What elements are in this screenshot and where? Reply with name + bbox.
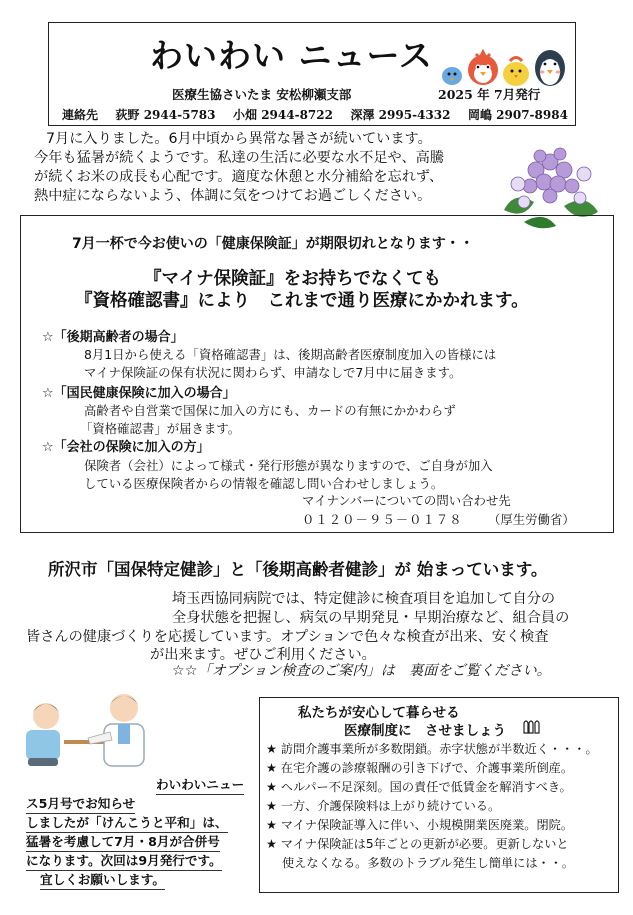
notice-line: 宜しくお願いします。 [40, 869, 165, 890]
medical-heading: 医療制度に させましょう [344, 723, 506, 739]
medical-bullet: ★ 一方、介護保険料は上がり続けている。 [266, 799, 501, 813]
notice-line: になります。次回は9月発行です。 [26, 850, 222, 871]
medical-bullet: 使えなくなる。多数のトラブル発生し簡単には・・。 [266, 856, 575, 870]
organization-name: 医療生協さいたま 安松柳瀬支部 [172, 87, 352, 102]
checkup-line: が出来ます。ぜひご利用ください。 [150, 647, 376, 663]
case-title: ☆「国民健康保険に加入の場合」 [42, 386, 236, 401]
checkup-line: 皆さんの健康づくりを応援しています。オプションで色々な検査が出来、安く検査 [26, 629, 549, 645]
intro-line: が続くお米の成長も心配です。適度な休憩と水分補給を忘れず、 [34, 169, 444, 185]
notice-line: ス5月号でお知らせ [26, 793, 135, 814]
medical-bullet: ★ マイナ保険証は5年ごとの更新が必要。更新しないと [266, 837, 569, 851]
medical-bullet: ★ 訪問介護事業所が多数閉鎖。赤字状態が半数近く・・・。 [266, 742, 598, 756]
medical-bullet: ★ 在宅介護の診療報酬の引き下げで、介護事業所倒産。 [266, 761, 574, 775]
case-line: している医療保険者からの情報を確認し問い合わせしましょう。 [84, 476, 444, 491]
hands-pray-icon [520, 717, 546, 735]
case-line: 「資格確認書」が届きます。 [80, 421, 241, 436]
intro-line: 今年も猛暑が続くようです。私達の生活に必要な水不足や、高騰 [34, 150, 445, 166]
insurance-big-line: 『資格確認書』により これまで通り医療にかかれます。 [75, 291, 529, 311]
insurance-big-line: 『マイナ保険証』をお持ちでなくても [144, 269, 441, 289]
doctor-patient-icon [18, 682, 168, 772]
case-title: ☆「会社の保険に加入の方」 [42, 440, 210, 455]
insurance-headline: 7月一杯で今お使いの「健康保険証」が期限切れとなります・・ [72, 236, 474, 252]
contact-entry: 岡嶋 2907-8984 [467, 108, 568, 122]
case-title: ☆「後期高齢者の場合」 [42, 330, 184, 345]
mynumber-org: （厚生労働省） [488, 512, 575, 527]
notice-line: しましたが「けんこうと平和」は、 [26, 812, 228, 833]
checkup-note: ☆☆「オプション検査のご案内」は 裏面をご覧ください。 [172, 663, 551, 679]
contact-label: 連絡先 [62, 108, 99, 122]
intro-line: 7月に入りました。6月中頃から異常な暑さが続いています。 [46, 131, 432, 147]
mynumber-phone: ０１２０－９５－０１７８ [302, 512, 463, 527]
contact-list [62, 106, 568, 123]
case-line: 高齢者や自営業で国保に加入の方にも、カードの有無にかかわらず [84, 403, 456, 418]
medical-bullet: ★ ヘルパー不足深刻。国の責任で低賃金を解消すべき。 [266, 780, 572, 794]
checkup-title: 所沢市「国保特定健診」と「後期高齢者健診」が 始まっています。 [48, 560, 548, 579]
medical-heading: 私たちが安心して暮らせる [298, 705, 460, 721]
contact-entry: 小畑 2944-8722 [233, 108, 333, 122]
issue-date: 2025 年 7月発行 [438, 87, 541, 102]
case-line: 保険者（会社）によって様式・発行形態が異なりますので、ご自身が加入 [84, 458, 493, 473]
case-line: 8月1日から使える「資格確認書」は、後期高齢者医療制度加入の皆様には [84, 347, 497, 362]
medical-bullet: ★ マイナ保険証導入に伴い、小規模開業医廃業。閉院。 [266, 818, 574, 832]
mascot-characters-icon [438, 44, 570, 88]
case-line: マイナ保険証の保有状況に関わらず、申請なしで7月中に届きます。 [84, 365, 462, 380]
contact-entry: 荻野 2944-5783 [115, 108, 216, 122]
notice-line: 猛暑を考慮して7月・8月が合併号 [26, 831, 220, 852]
contact-entry: 深澤 2995-4332 [350, 108, 451, 122]
checkup-line: 全身状態を把握し、病気の早期発見・早期治療など、組合員の [172, 610, 570, 626]
mynumber-contact-label: マイナンバーについての問い合わせ先 [302, 493, 511, 508]
intro-line: 熱中症にならないよう、体調に気をつけてお過ごしください。 [34, 188, 432, 204]
notice-line: わいわいニュー [156, 774, 244, 795]
checkup-line: 埼玉西協同病院では、特定健診に検査項目を追加して自分の [172, 591, 556, 607]
newsletter-title: わいわい ニュース [150, 36, 433, 75]
